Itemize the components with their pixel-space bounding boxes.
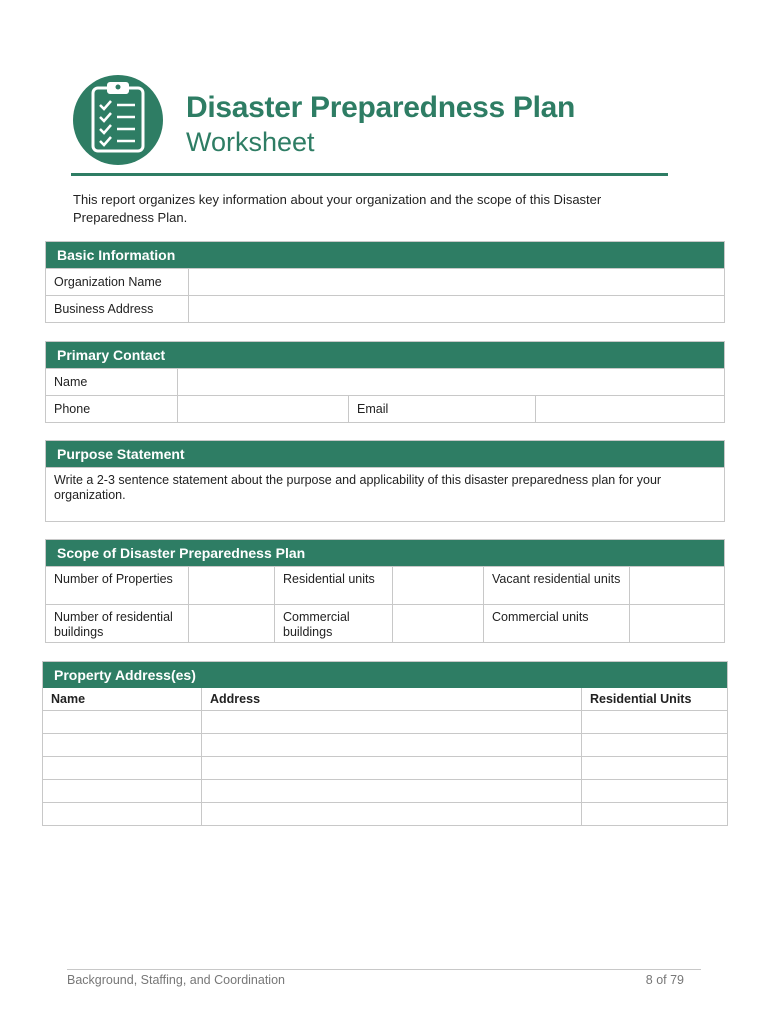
email-field[interactable] [535,396,724,422]
property-address-cell[interactable] [202,780,582,803]
property-address-cell[interactable] [202,734,582,757]
table-row [43,734,727,757]
column-header-residential-units: Residential Units [582,688,728,711]
primary-contact-header: Primary Contact [46,342,724,368]
commercial-units-label: Commercial units [483,605,629,642]
scope-section [45,539,725,643]
column-header-name: Name [51,692,86,706]
table-row [43,711,727,734]
vacant-residential-units-field[interactable] [629,567,724,604]
property-addresses-table [43,688,727,825]
page-title [186,90,575,158]
title-divider [71,173,668,176]
number-of-residential-buildings-label: Number of residential buildings [54,610,173,639]
property-name-cell[interactable] [43,757,202,780]
commercial-units-field[interactable] [629,605,724,642]
property-residential-units-cell[interactable] [582,711,728,734]
purpose-statement-field[interactable] [46,468,724,521]
business-address-field[interactable] [188,296,724,322]
table-row [43,780,727,803]
property-residential-units-cell[interactable] [582,803,728,826]
property-residential-units-cell[interactable] [582,734,728,757]
primary-contact-section [45,341,725,423]
property-residential-units-cell[interactable] [582,780,728,803]
phone-field[interactable] [177,396,348,422]
property-address-cell[interactable] [202,803,582,826]
footer-section-name: Background, Staffing, and Coordination [67,973,285,987]
column-header-address: Address [202,688,582,711]
property-addresses-header: Property Address(es) [43,662,727,688]
document-title: Disaster Preparedness Plan [186,91,576,124]
table-row [43,803,727,826]
contact-name-field[interactable] [177,369,724,395]
organization-name-field[interactable] [188,269,724,295]
basic-information-section [45,241,725,323]
property-addresses-section [42,661,728,826]
clipboard-checklist-icon [73,75,163,165]
vacant-residential-units-label: Vacant residential units [483,567,629,604]
number-of-properties-field[interactable] [188,567,274,604]
property-residential-units-cell[interactable] [582,757,728,780]
phone-label: Phone [54,402,91,416]
property-name-cell[interactable] [43,734,202,757]
document-subtitle: Worksheet [186,127,315,157]
property-address-cell[interactable] [202,757,582,780]
business-address-label: Business Address [54,302,154,316]
property-name-cell[interactable] [43,780,202,803]
purpose-statement-instructions: Write a 2-3 sentence statement about the purpose and applicability of this disaster preparedness plan for your organization. [54,473,662,502]
commercial-buildings-field[interactable] [392,605,483,642]
number-of-properties-label: Number of Properties [54,572,173,586]
scope-header: Scope of Disaster Preparedness Plan [46,540,724,566]
property-name-cell[interactable] [43,711,202,734]
intro-text: This report organizes key information about your organization and the scope of this Disaster Preparedness Plan. [73,192,602,225]
page-number: 8 of 79 [645,973,684,987]
property-name-cell[interactable] [43,803,202,826]
purpose-statement-section [45,440,725,522]
residential-units-label: Residential units [274,567,392,604]
email-label: Email [348,396,535,422]
contact-name-label: Name [54,375,88,389]
commercial-buildings-label: Commercial buildings [274,605,392,642]
property-address-cell[interactable] [202,711,582,734]
residential-units-field[interactable] [392,567,483,604]
purpose-statement-header: Purpose Statement [46,441,724,467]
number-of-residential-buildings-field[interactable] [188,605,274,642]
basic-information-header: Basic Information [46,242,724,268]
table-header-row [43,688,727,711]
footer-divider [67,969,701,970]
table-row [43,757,727,780]
organization-name-label: Organization Name [54,275,162,289]
